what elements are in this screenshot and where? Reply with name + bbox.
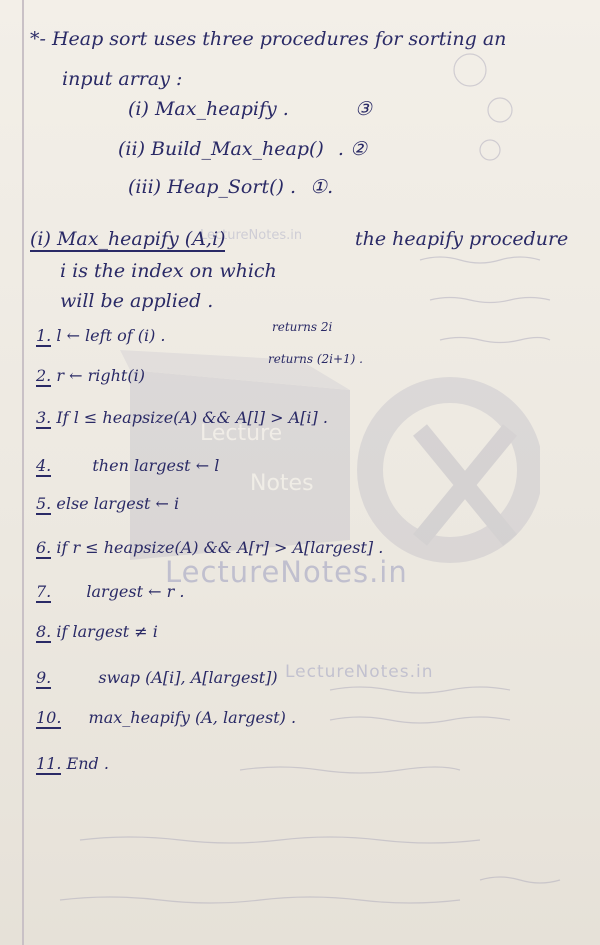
step-num: 1. [36,326,52,345]
step-2-comment: returns (2i+1) . [268,352,363,366]
step-num: 5. [36,494,52,513]
step-text: swap (A[i], A[largest]) [98,668,278,687]
procedure-order: ③ [354,98,372,120]
step-text: then largest ← l [92,456,220,475]
step-num: 7. [36,582,52,601]
section-title-text: (i) Max_heapify (A,i) [30,228,226,250]
section-desc-line-1: i is the index on which [60,260,277,282]
procedure-num: (i) [128,98,149,120]
procedure-order: ①. [310,176,334,198]
watermark-main: LectureNotes.in [165,555,408,589]
step-text: largest ← r . [86,582,185,601]
step-num: 6. [36,538,52,557]
logo-text-notes: Notes [250,471,314,496]
procedure-name: Build_Max_heap() [151,138,324,160]
step-text: if largest ≠ i [56,622,158,641]
procedure-num: (ii) [118,138,145,160]
step-text: End . [66,754,109,773]
step-text: max_heapify (A, largest) . [88,708,297,727]
step-text: l ← left of (i) . [56,326,166,345]
watermark-inline: LectureNotes.in [200,228,303,243]
procedure-name: Heap_Sort() . [167,176,296,198]
watermark-secondary: LectureNotes.in [285,662,434,682]
step-text: r ← right(i) [56,366,145,385]
step-num: 4. [36,456,52,475]
step-text: if r ≤ heapsize(A) && A[r] > A[largest] . [56,538,384,557]
section-desc-right: the heapify procedure [355,228,569,250]
section-desc-line-2: will be applied . [60,290,214,312]
procedure-num: (iii) [128,176,162,198]
step-num: 9. [36,668,52,687]
logo-text-lecture: Lecture [200,421,283,446]
step-num: 10. [36,708,62,727]
step-num: 8. [36,622,52,641]
step-num: 2. [36,366,52,385]
step-1-comment: returns 2i [272,320,333,334]
heading-line-2: input array : [62,68,183,90]
procedure-order: . ② [337,138,368,160]
step-text: If l ≤ heapsize(A) && A[l] > A[i] . [56,408,328,427]
step-text: else largest ← i [56,494,180,513]
heading-line-1: *- Heap sort uses three procedures for sorting an [30,28,507,50]
procedure-name: Max_heapify . [154,98,289,120]
step-num: 3. [36,408,52,427]
step-num: 11. [36,754,62,773]
